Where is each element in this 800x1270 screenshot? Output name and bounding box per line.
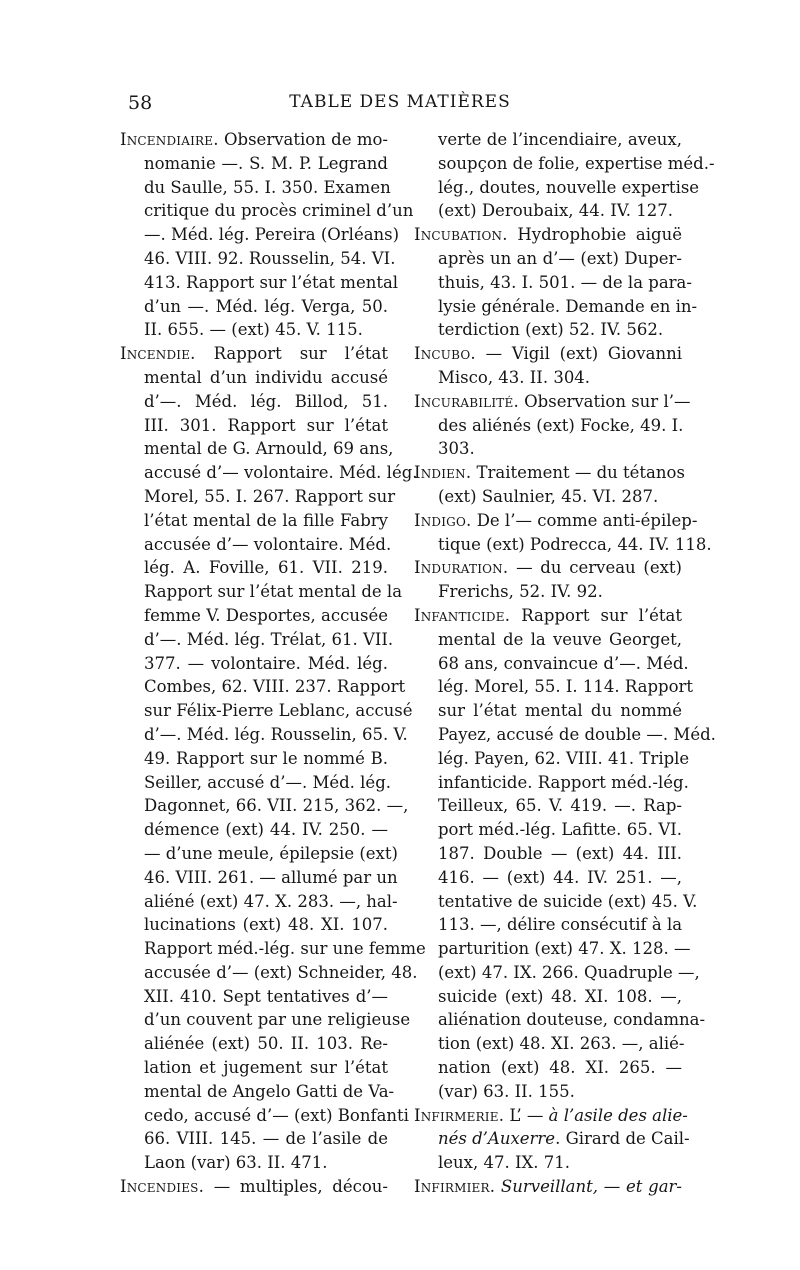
index-entry-line bbox=[414, 271, 692, 295]
index-entry-line bbox=[120, 128, 388, 152]
index-entry-line bbox=[414, 842, 682, 866]
index-entry-line bbox=[414, 128, 682, 152]
index-text: 46. VIII. 261. — allumé par un bbox=[144, 867, 398, 887]
index-entry-line bbox=[414, 866, 682, 890]
index-text: soupçon de folie, expertise méd.- bbox=[438, 153, 715, 173]
index-entry-line bbox=[414, 556, 682, 580]
index-entry-line bbox=[120, 461, 418, 485]
index-entry-line bbox=[414, 580, 682, 604]
index-keyword: Incendie. bbox=[120, 344, 196, 364]
index-text: des aliénés (ext) Focke, 49. I. bbox=[438, 415, 684, 435]
index-text: XII. 410. Sept tentatives d’— bbox=[144, 986, 388, 1006]
index-entry-line bbox=[120, 699, 413, 723]
index-entry-line bbox=[120, 747, 388, 771]
index-entry-line bbox=[120, 1104, 409, 1128]
index-text: terdiction (ext) 52. IV. 562. bbox=[438, 320, 664, 340]
index-entry-line bbox=[414, 937, 691, 961]
index-entry-line bbox=[414, 1080, 682, 1104]
index-text: 49. Rapport sur le nommé B. bbox=[144, 748, 388, 768]
index-entry-line bbox=[120, 533, 392, 557]
index-text: accusée d’— (ext) Schneider, 48. bbox=[144, 962, 418, 982]
index-text: accusée d’— volontaire. Méd. bbox=[144, 534, 392, 554]
index-text: lég. Payen, 62. VIII. 41. Triple bbox=[438, 748, 690, 768]
index-text: thuis, 43. I. 501. — de la para- bbox=[438, 272, 692, 292]
index-entry-line bbox=[120, 604, 388, 628]
index-entry-line bbox=[120, 913, 388, 937]
index-text: Hydrophobie aiguë bbox=[507, 225, 682, 245]
index-entry-line bbox=[414, 247, 682, 271]
index-entry-line bbox=[120, 1127, 388, 1151]
index-text: femme V. Desportes, accusée bbox=[144, 605, 388, 625]
index-text: 413. Rapport sur l’état mental bbox=[144, 272, 399, 292]
index-entry-line bbox=[120, 1008, 411, 1032]
index-entry-line bbox=[120, 866, 398, 890]
index-entry-line bbox=[120, 199, 414, 223]
index-keyword: Infanticide. bbox=[414, 605, 511, 625]
index-keyword: Incurabilité. bbox=[414, 391, 519, 411]
index-entry-line bbox=[120, 414, 388, 438]
index-keyword: Indigo. bbox=[414, 510, 472, 530]
index-entry-line bbox=[120, 628, 394, 652]
index-text: Observation sur l’— bbox=[518, 391, 691, 411]
index-entry-line bbox=[120, 842, 398, 866]
index-text: Traitement — du tétanos bbox=[471, 463, 685, 483]
index-text: — multiples, décou- bbox=[204, 1177, 388, 1197]
index-text: après un an d’— (ext) Duper- bbox=[438, 248, 682, 268]
index-entry-line bbox=[414, 1151, 682, 1175]
index-entry-line bbox=[414, 176, 700, 200]
index-text: (var) 63. II. 155. bbox=[438, 1081, 575, 1101]
index-text: — du cerveau (ext) bbox=[508, 558, 682, 578]
index-text: III. 301. Rapport sur l’état bbox=[144, 415, 388, 435]
index-text: —. Méd. lég. Pereira (Orléans) bbox=[144, 225, 400, 245]
index-text: verte de l’incendiaire, aveux, bbox=[438, 130, 682, 149]
index-entry-line bbox=[414, 961, 700, 985]
page-header bbox=[0, 92, 800, 122]
index-text: Rapport sur l’état bbox=[195, 344, 388, 364]
index-entry-line bbox=[414, 1175, 682, 1199]
index-keyword: Incendies. bbox=[120, 1177, 205, 1197]
index-entry-line bbox=[120, 1080, 395, 1104]
index-text: lég., doutes, nouvelle expertise bbox=[438, 177, 700, 197]
index-entry-line bbox=[414, 913, 682, 937]
index-entry-line bbox=[414, 1032, 685, 1056]
index-text: (ext) Deroubaix, 44. IV. 127. bbox=[438, 201, 673, 221]
index-entry-line bbox=[120, 318, 388, 342]
index-entry-line bbox=[414, 152, 715, 176]
index-italic-text: Surveillant, — et gar- bbox=[495, 1177, 682, 1197]
index-entry-line bbox=[414, 699, 682, 723]
index-entry-line bbox=[120, 961, 418, 985]
index-keyword: Incubo. bbox=[414, 344, 476, 364]
index-entry-line bbox=[414, 295, 698, 319]
index-text: Rapport sur l’état mental de la bbox=[144, 582, 403, 602]
index-text: nation (ext) 48. XI. 265. — bbox=[438, 1058, 682, 1078]
index-entry-line bbox=[120, 1056, 388, 1080]
index-text: infanticide. Rapport méd.-lég. bbox=[438, 772, 689, 792]
index-text: accusé d’— volontaire. Méd. lég. bbox=[144, 463, 418, 483]
index-text: mental de G. Arnould, 69 ans, bbox=[144, 439, 394, 459]
index-text: lucinations (ext) 48. XI. 107. bbox=[144, 915, 388, 935]
index-entry-line bbox=[414, 747, 690, 771]
index-entry-line bbox=[120, 937, 426, 961]
index-entry-line bbox=[120, 1151, 388, 1175]
index-text: démence (ext) 44. IV. 250. — bbox=[144, 820, 388, 840]
index-text: lation et jugement sur l’état bbox=[144, 1058, 388, 1078]
index-text: mental d’un individu accusé bbox=[144, 367, 388, 387]
index-entry-line bbox=[414, 390, 691, 414]
index-column-left bbox=[120, 128, 426, 1199]
index-entry-line bbox=[414, 318, 682, 342]
index-entry-line bbox=[414, 1056, 682, 1080]
index-entry-line bbox=[414, 199, 682, 223]
index-text: d’—. Méd. lég. Rousselin, 65. V. bbox=[144, 724, 408, 744]
index-italic-text: à l’asile des alie- bbox=[548, 1105, 688, 1125]
index-text: critique du procès criminel d’un bbox=[144, 201, 414, 221]
index-text: Teilleux, 65. V. 419. —. Rap- bbox=[438, 796, 682, 816]
index-text: parturition (ext) 47. X. 128. — bbox=[438, 939, 691, 959]
index-text: (ext) Saulnier, 45. VI. 287. bbox=[438, 486, 659, 506]
index-text: 113. —, délire consécutif à la bbox=[438, 915, 683, 935]
index-keyword: Incubation. bbox=[414, 225, 508, 245]
index-entry-line bbox=[414, 461, 685, 485]
index-keyword: Infirmerie. bbox=[414, 1105, 505, 1125]
index-text: lég. Morel, 55. I. 114. Rapport bbox=[438, 677, 694, 697]
index-entry-line bbox=[414, 342, 682, 366]
index-text: aliénée (ext) 50. II. 103. Re- bbox=[144, 1034, 388, 1054]
index-entry-line bbox=[120, 794, 409, 818]
index-text: Dagonnet, 66. VII. 215, 362. —, bbox=[144, 796, 409, 816]
index-entry-line bbox=[120, 652, 388, 676]
index-keyword: Indien. bbox=[414, 463, 472, 483]
index-column-right bbox=[414, 128, 716, 1199]
index-text: Payez, accusé de double —. Méd. bbox=[438, 724, 716, 744]
index-keyword: Incendiaire. bbox=[120, 130, 219, 149]
index-entry-line bbox=[414, 818, 682, 842]
index-entry-line bbox=[120, 890, 398, 914]
index-text: — d’une meule, épilepsie (ext) bbox=[144, 843, 398, 863]
index-text: II. 655. — (ext) 45. V. 115. bbox=[144, 320, 363, 340]
index-text: Misco, 43. II. 304. bbox=[438, 367, 591, 387]
index-text: 416. — (ext) 44. IV. 251. —, bbox=[438, 867, 682, 887]
index-text: lysie générale. Demande en in- bbox=[438, 296, 698, 316]
index-text: sur l’état mental du nommé bbox=[438, 701, 682, 721]
index-text: mental de la veuve Georget, bbox=[438, 629, 682, 649]
index-entry-line bbox=[414, 366, 682, 390]
index-text: lég. A. Foville, 61. VII. 219. bbox=[144, 558, 388, 578]
index-text: sur Félix-Pierre Leblanc, accusé bbox=[144, 701, 413, 721]
index-entry-line bbox=[120, 366, 388, 390]
index-entry-line bbox=[414, 723, 716, 747]
index-italic-text: nés d’Auxerre bbox=[438, 1129, 556, 1149]
index-entry-line bbox=[120, 818, 388, 842]
index-text: Morel, 55. I. 267. Rapport sur bbox=[144, 486, 396, 506]
index-entry-line bbox=[120, 509, 388, 533]
index-text: L’ — bbox=[504, 1105, 549, 1125]
index-entry-line bbox=[414, 985, 682, 1009]
index-entry-line bbox=[120, 723, 408, 747]
index-entry-line bbox=[120, 271, 399, 295]
index-entry-line bbox=[120, 771, 392, 795]
index-text: Rapport sur l’état bbox=[510, 605, 682, 625]
index-entry-line bbox=[120, 1032, 388, 1056]
index-entry-line bbox=[120, 223, 400, 247]
index-entry-line bbox=[414, 890, 698, 914]
index-entry-line bbox=[120, 485, 396, 509]
index-text: cedo, accusé d’— (ext) Bonfanti bbox=[144, 1105, 409, 1125]
index-text: aliéné (ext) 47. X. 283. —, hal- bbox=[144, 891, 398, 911]
index-text: l’état mental de la fille Fabry bbox=[144, 510, 388, 530]
index-entry-line bbox=[414, 794, 682, 818]
index-text: 303. bbox=[438, 439, 475, 459]
index-text: 377. — volontaire. Méd. lég. bbox=[144, 653, 388, 673]
index-text: tion (ext) 48. XI. 263. —, alié- bbox=[438, 1034, 685, 1054]
index-text: Laon (var) 63. II. 471. bbox=[144, 1153, 328, 1173]
index-entry-line bbox=[120, 556, 388, 580]
index-entry-line bbox=[120, 985, 388, 1009]
index-text: Observation de mo- bbox=[218, 130, 388, 149]
index-entry-line bbox=[120, 675, 406, 699]
index-entry-line bbox=[120, 580, 403, 604]
index-text: 46. VIII. 92. Rousselin, 54. VI. bbox=[144, 248, 396, 268]
index-entry-line bbox=[120, 152, 388, 176]
index-text: suicide (ext) 48. XI. 108. —, bbox=[438, 986, 682, 1006]
index-text: nomanie —. S. M. P. Legrand bbox=[144, 153, 388, 173]
index-entry-line bbox=[120, 247, 396, 271]
index-text: port méd.-lég. Lafitte. 65. VI. bbox=[438, 820, 682, 840]
index-entry-line bbox=[414, 604, 682, 628]
index-entry-line bbox=[120, 295, 388, 319]
index-text: Seiller, accusé d’—. Méd. lég. bbox=[144, 772, 392, 792]
index-text: leux, 47. IX. 71. bbox=[438, 1153, 570, 1173]
index-text: tentative de suicide (ext) 45. V. bbox=[438, 891, 698, 911]
index-entry-line bbox=[414, 1127, 690, 1151]
index-text: d’—. Méd. lég. Trélat, 61. VII. bbox=[144, 629, 394, 649]
index-text: Frerichs, 52. IV. 92. bbox=[438, 582, 603, 602]
index-text: Rapport méd.-lég. sur une femme bbox=[144, 939, 426, 959]
index-entry-line bbox=[120, 390, 388, 414]
index-entry-line bbox=[120, 437, 394, 461]
index-text: 66. VIII. 145. — de l’asile de bbox=[144, 1129, 388, 1149]
index-entry-line bbox=[414, 223, 682, 247]
index-entry-line bbox=[414, 675, 694, 699]
index-text: d’un couvent par une religieuse bbox=[144, 1010, 411, 1030]
index-entry-line bbox=[120, 176, 391, 200]
index-entry-line bbox=[414, 1104, 688, 1128]
running-title: TABLE DES MATIÈRES bbox=[289, 92, 511, 112]
index-entry-line bbox=[414, 771, 689, 795]
index-entry-line bbox=[120, 342, 388, 366]
index-entry-line bbox=[414, 485, 682, 509]
index-entry-line bbox=[414, 414, 682, 438]
index-text: . Girard de Cail- bbox=[555, 1129, 690, 1149]
index-text: (ext) 47. IX. 266. Quadruple —, bbox=[438, 962, 700, 982]
index-text: De l’— comme anti-épilep- bbox=[471, 510, 698, 530]
index-entry-line bbox=[414, 652, 689, 676]
index-text: aliénation douteuse, condamna- bbox=[438, 1010, 706, 1030]
index-entry-line bbox=[414, 533, 712, 557]
index-entry-line bbox=[414, 628, 682, 652]
index-text: tique (ext) Podrecca, 44. IV. 118. bbox=[438, 534, 712, 554]
page-number: 58 bbox=[128, 92, 153, 114]
index-text: 68 ans, convaincue d’—. Méd. bbox=[438, 653, 689, 673]
index-text: — Vigil (ext) Giovanni bbox=[475, 344, 682, 364]
index-text: 187. Double — (ext) 44. III. bbox=[438, 843, 682, 863]
index-entry-line bbox=[414, 437, 682, 461]
index-text: Combes, 62. VIII. 237. Rapport bbox=[144, 677, 406, 697]
index-entry-line bbox=[414, 509, 698, 533]
index-text: du Saulle, 55. I. 350. Examen bbox=[144, 177, 391, 197]
index-keyword: Infirmier. bbox=[414, 1177, 496, 1197]
index-entry-line bbox=[120, 1175, 388, 1199]
index-entry-line bbox=[414, 1008, 706, 1032]
index-text: d’—. Méd. lég. Billod, 51. bbox=[144, 391, 388, 411]
index-text: d’un —. Méd. lég. Verga, 50. bbox=[144, 296, 388, 316]
index-text: mental de Angelo Gatti de Va- bbox=[144, 1081, 395, 1101]
index-keyword: Induration. bbox=[414, 558, 509, 578]
